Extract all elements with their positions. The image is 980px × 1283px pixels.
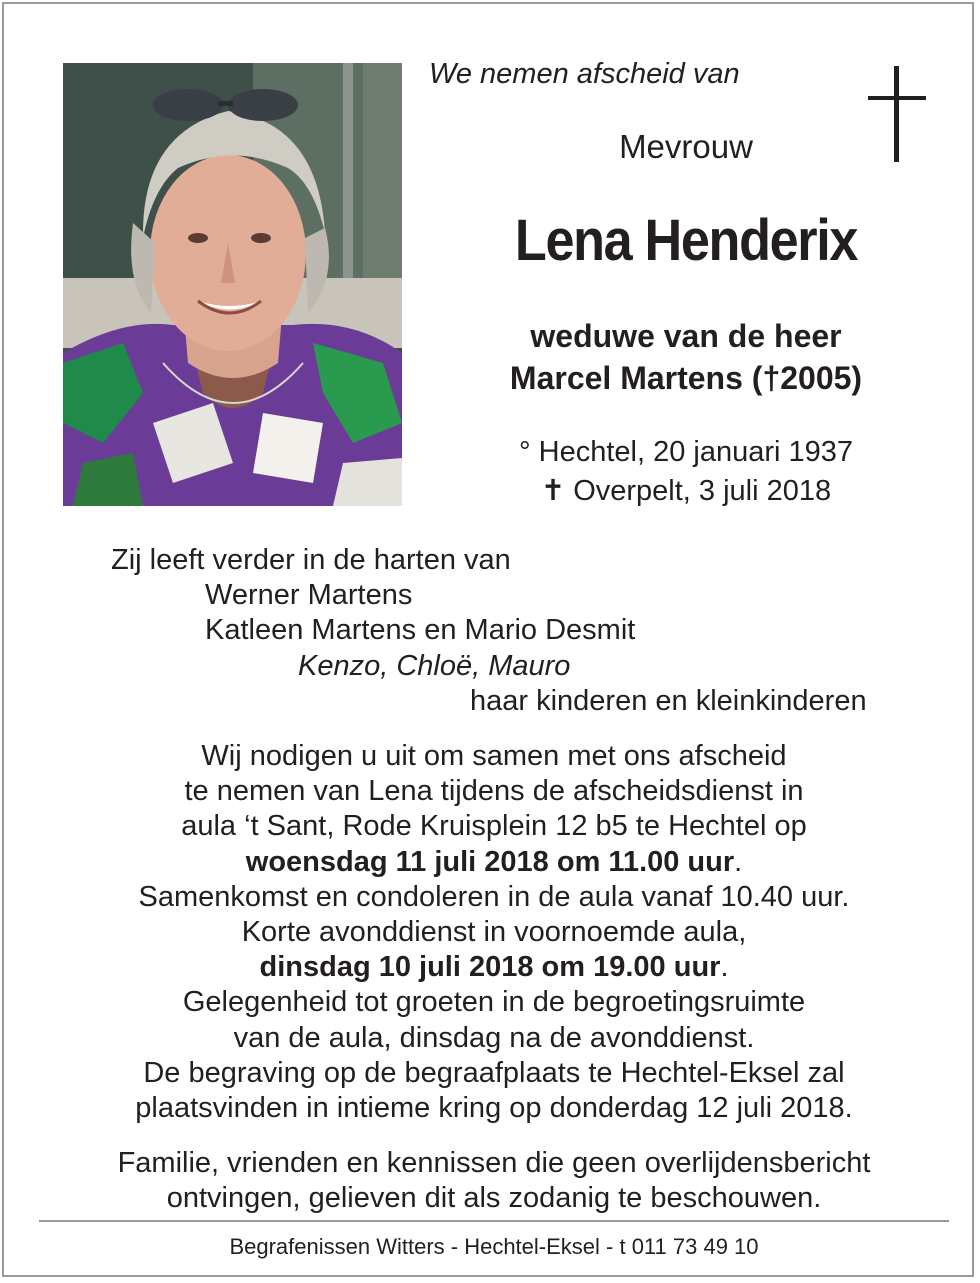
- birth-info: ° Hechtel, 20 januari 1937: [518, 436, 854, 468]
- funeral-datetime: woensdag 11 juli 2018 om 11.00 uur: [245, 845, 735, 878]
- period: .: [734, 845, 743, 878]
- service-line: te nemen van Lena tijdens de afscheidsdienst in: [184, 775, 804, 808]
- service-line: plaatsvinden in intieme kring op donderdag 12 juli 2018.: [135, 1092, 853, 1125]
- honorific-title: Mevrouw: [619, 128, 753, 165]
- period: .: [720, 951, 729, 984]
- evening-datetime: dinsdag 10 juli 2018 om 19.00 uur: [259, 951, 721, 984]
- intro-text: We nemen afscheid van: [429, 58, 740, 90]
- service-line: Samenkomst en condoleren in de aula vanaf 10.40 uur.: [138, 880, 850, 913]
- funeral-home-footer: Begrafenissen Witters - Hechtel-Eksel - t 011 73 49 10: [229, 1234, 759, 1259]
- closing-line: Familie, vrienden en kennissen die geen overlijdensbericht: [117, 1147, 871, 1179]
- survivor-child-1: Werner Martens: [205, 579, 413, 611]
- survivors-intro: Zij leeft verder in de harten van: [111, 544, 511, 576]
- obituary-card: [2, 2, 974, 1277]
- service-line: aula ‘t Sant, Rode Kruisplein 12 b5 te Hechtel op: [181, 810, 807, 843]
- portrait-illustration: [63, 63, 402, 506]
- death-info: ✝ Overpelt, 3 juli 2018: [540, 475, 832, 507]
- survivor-grandchildren: Kenzo, Chloë, Mauro: [298, 650, 571, 682]
- portrait-photo: [63, 63, 402, 506]
- deceased-name: Lena Henderix: [514, 208, 858, 273]
- service-line: Gelegenheid tot groeten in de begroetingsruimte: [182, 986, 806, 1019]
- survivor-child-2: Katleen Martens en Mario Desmit: [205, 614, 636, 646]
- funeral-datetime-line: [44, 845, 944, 880]
- closing-note: [44, 1146, 944, 1216]
- service-details: [44, 739, 944, 1126]
- spouse-line-2: Marcel Martens (†2005): [509, 360, 863, 396]
- survivor-relation: haar kinderen en kleinkinderen: [470, 685, 867, 717]
- footer-divider: [39, 1220, 949, 1222]
- service-line: De begraving op de begraafplaats te Hechtel-Eksel zal: [143, 1056, 845, 1089]
- evening-datetime-line: [44, 950, 944, 985]
- service-line: Wij nodigen u uit om samen met ons afscheid: [201, 740, 787, 772]
- service-line: van de aula, dinsdag na de avonddienst.: [233, 1021, 755, 1054]
- spouse-line-1: weduwe van de heer: [530, 318, 842, 354]
- service-line: Korte avonddienst in voornoemde aula,: [241, 916, 747, 949]
- closing-line: ontvingen, gelieven dit als zodanig te beschouwen.: [166, 1182, 822, 1214]
